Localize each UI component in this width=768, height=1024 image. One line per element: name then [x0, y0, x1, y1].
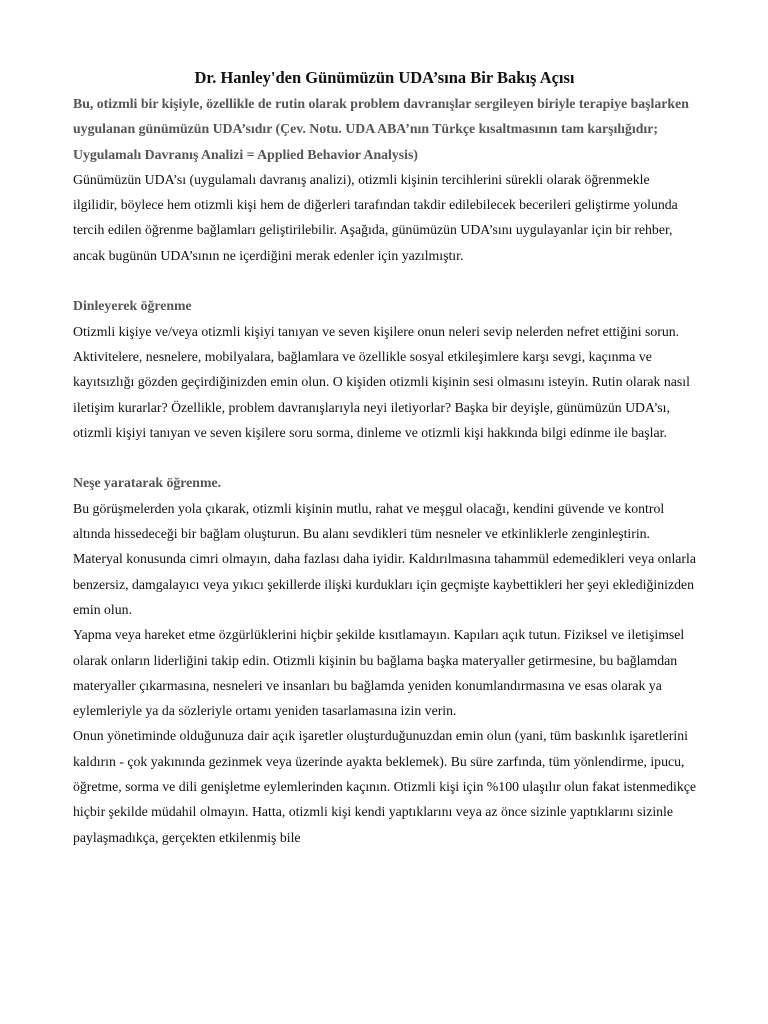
section-heading-listening: Dinleyerek öğrenme — [73, 298, 192, 314]
section-body-listening: Otizmli kişiye ve/veya otizmli kişiyi tanıyan ve seven kişilere onun neleri sevip nelerden nefret ettiğini sorun. Aktivitelere, nesnelere, mobilyalara, bağlamlara ve özellikle sosyal etkileşimlere karşı sevgi, kaçınma ve kayıtsızlığı gözden geçirdiğinizden emin olun. O kişiden otizmli kişinin sesi olmasını isteyin. Rutin olarak nasıl iletişim kurarlar? Özellikle, problem davranışlarıyla neyi iletiyorlar? Başka bir deyişle, günümüzün UDA’sı, otizmli kişiyi tanıyan ve seven kişilere soru sorma, dinleme ve otizmli kişi hakkında bilgi edinme ile başlar. — [73, 323, 690, 440]
section-heading-joy: Neşe yaratarak öğrenme. — [73, 475, 222, 491]
intro-summary: Bu, otizmli bir kişiyle, özellikle de rutin olarak problem davranışlar sergileyen biriyle terapiye başlarken uygulanan günümüzün UDA’sıdır (Çev. Notu. UDA ABA’nın Türkçe kısaltmasının tam karşılığıdır; Uygulamalı Davranış Analizi = Applied Behavior Analysis) — [73, 96, 689, 162]
section-joy-paragraph-3: Onun yönetiminde olduğunuza dair açık işaretler oluşturduğunuzdan emin olun (yani, tüm baskınlık işaretlerini kaldırın - çok yakınında gezinmek veya üzerinde ayakta beklemek). Bu süre zarfında, tüm yönlendirme, ipucu, öğretme, sorma ve dili genişletme eylemlerinden kaçının. Otizmli kişi için %100 ulaşılır olun fakat istenmedikçe hiçbir şekilde müdahil olmayın. Hatta, otizmli kişi kendi yaptıklarını veya az önce sizinle yaptıklarını sizinle paylaşmadıkça, gerçekten etkilenmiş bile — [73, 728, 696, 845]
document-title: Dr. Hanley'den Günümüzün UDA’sına Bir Bakış Açısı — [194, 68, 575, 87]
intro-body: Günümüzün UDA’sı (uygulamalı davranış analizi), otizmli kişinin tercihlerini sürekli olarak öğrenmekle ilgilidir, böylece hem otizmli kişi hem de diğerleri tarafından takdir edilebilecek becerileri geliştirme yolunda tercih edilen öğrenme bağlamları geliştirilebilir. Aşağıda, günümüzün UDA’sını uygulayanlar için bir rehber, ancak bugünün UDA’sının ne içerdiğini merak edenler için yazılmıştır. — [73, 171, 678, 263]
section-joy-paragraph-1: Bu görüşmelerden yola çıkarak, otizmli kişinin mutlu, rahat ve meşgul olacağı, kendini güvende ve kontrol altında hissedeceği bir bağlam oluşturun. Bu alanı sevdikleri tüm nesneler ve etkinliklerle zenginleştirin. Materyal konusunda cimri olmayın, daha fazlası daha iyidir. Kaldırılmasına tahammül edemedikleri veya onlarla benzersiz, damgalayıcı veya yıkıcı şekillerde ilişki kurdukları için geçmişte kaybettikleri her şeyi eklediğinizden emin olun. — [73, 500, 696, 617]
section-joy-paragraph-2: Yapma veya hareket etme özgürlüklerini hiçbir şekilde kısıtlamayın. Kapıları açık tutun. Fiziksel ve iletişimsel olarak onların liderliğini takip edin. Otizmli kişinin bu bağlama başka materyaller getirmesine, bu bağlamdan materyaller çıkarmasına, nesneleri ve insanları bu bağlamda yeniden konumlandırmasına ve esas olarak ya eylemleriyle ya da sözleriyle ortamı yeniden tasarlamasına izin verin. — [73, 627, 685, 719]
